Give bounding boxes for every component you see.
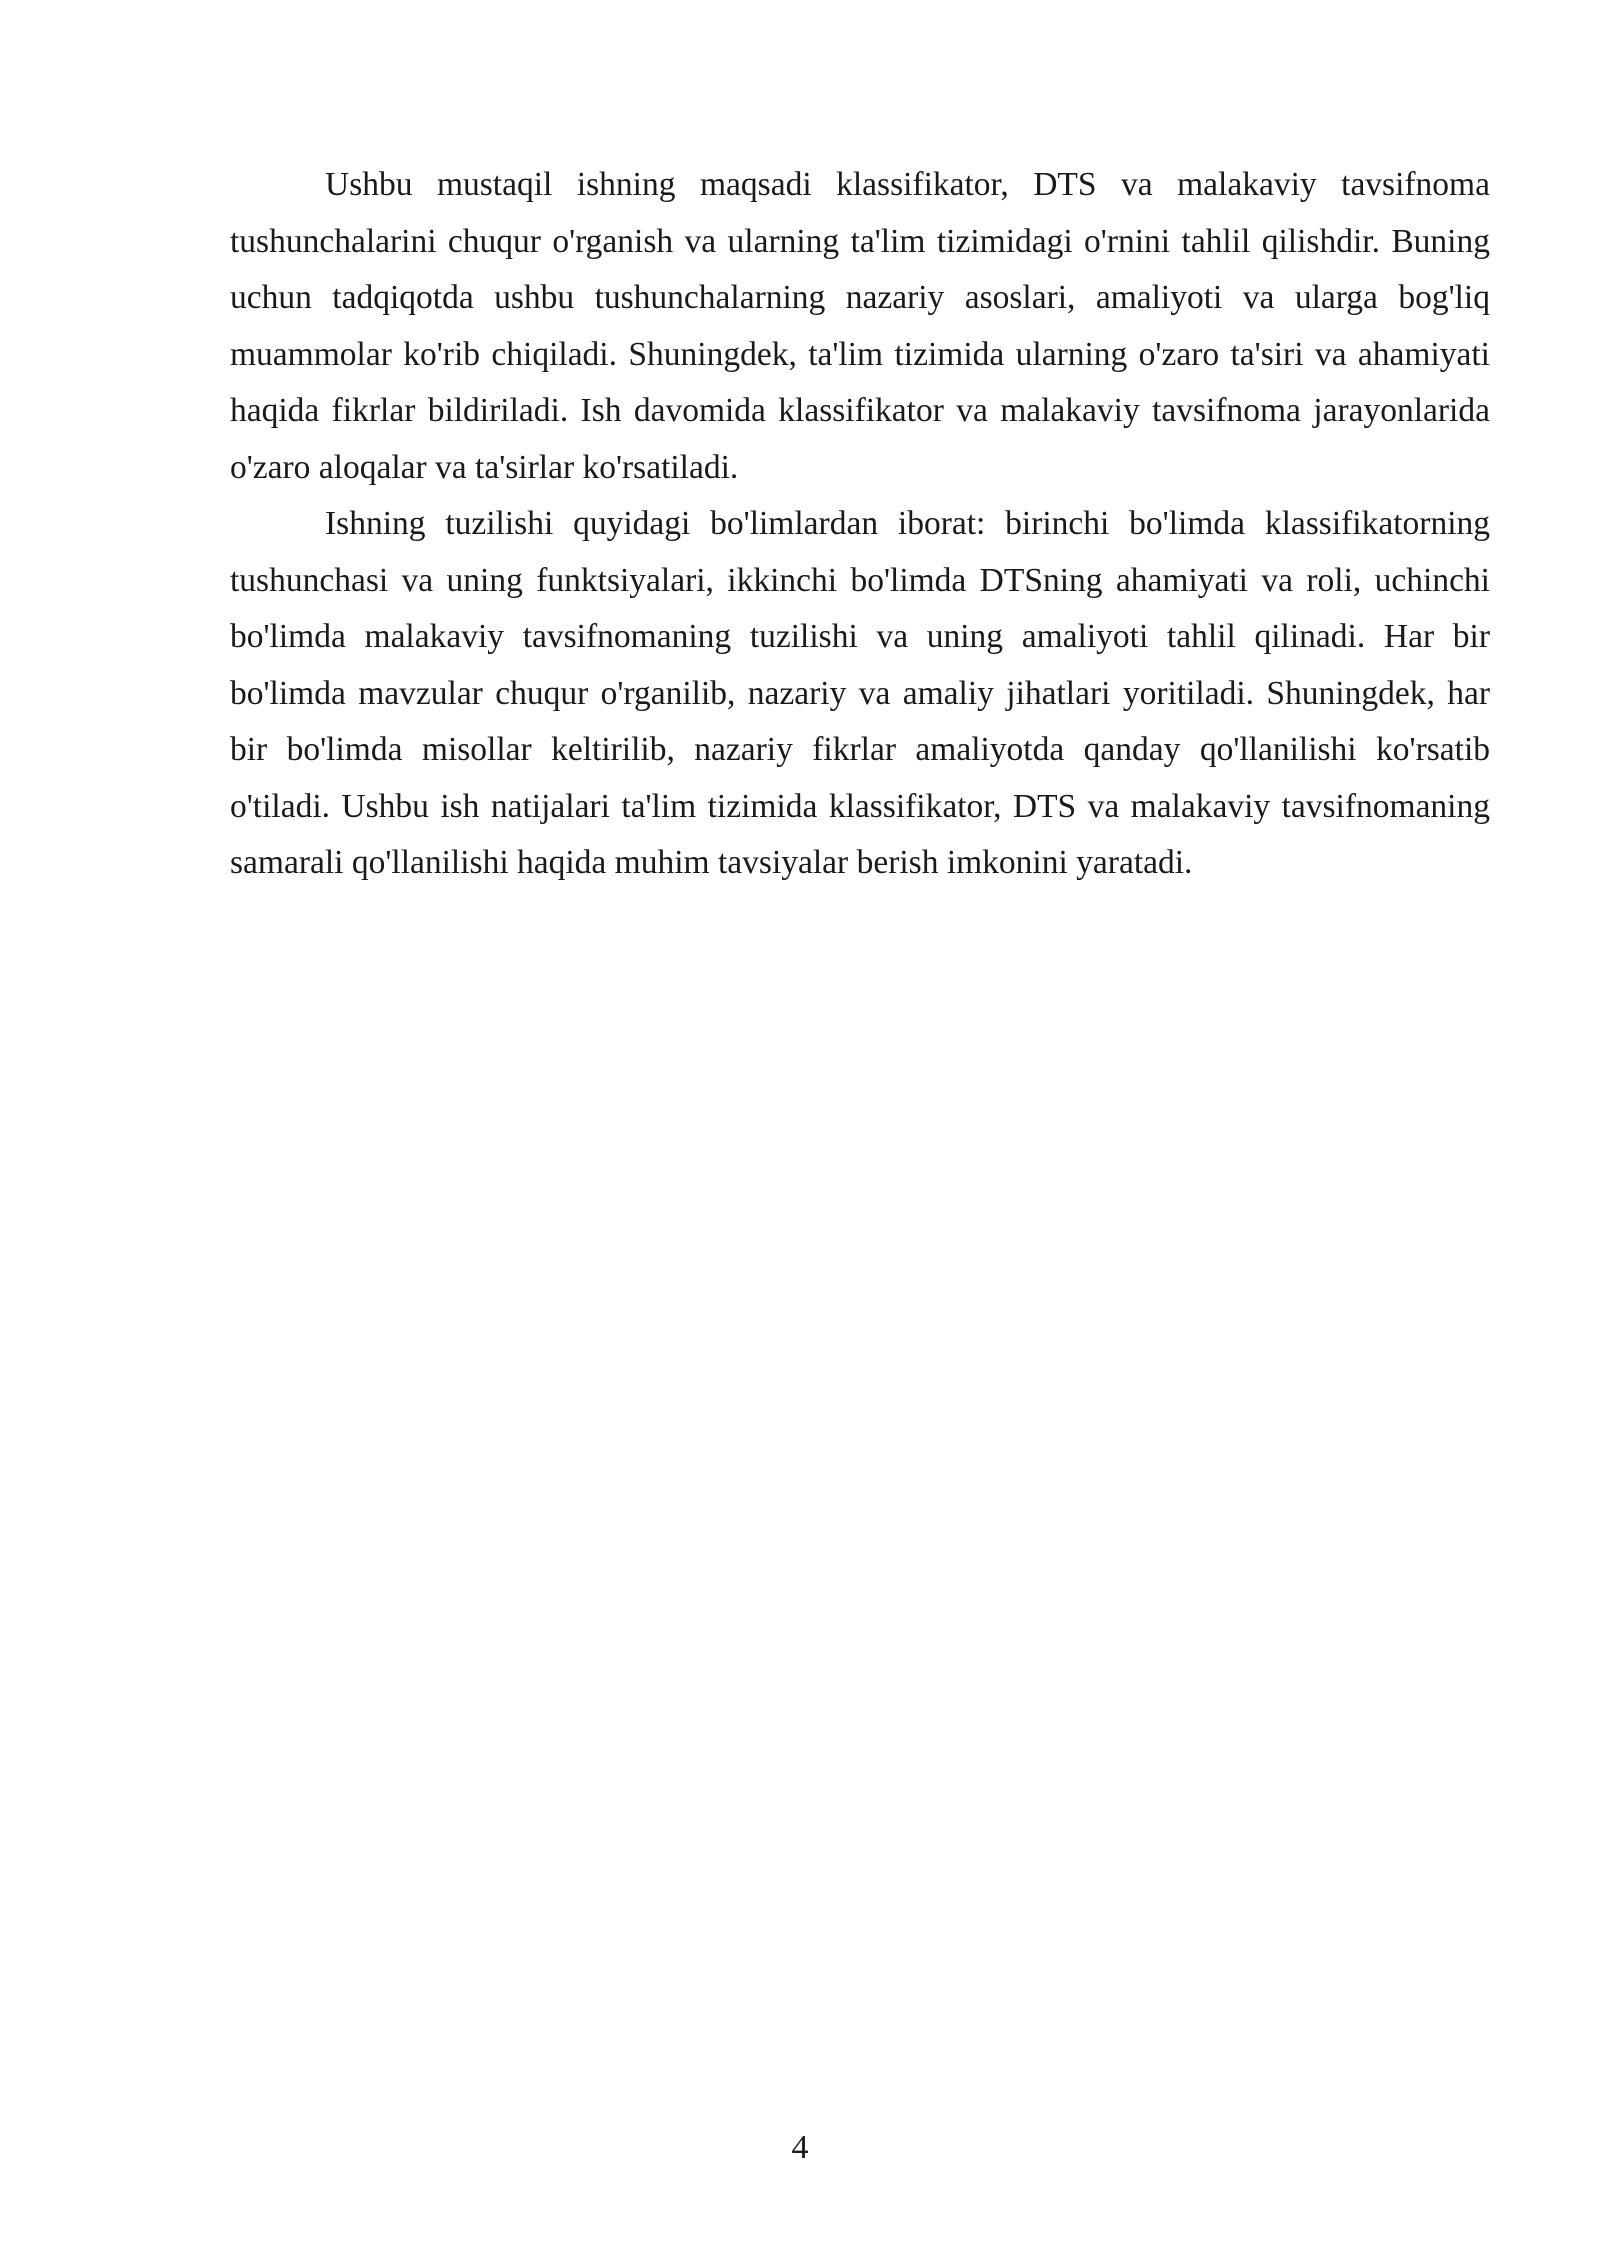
page-number: 4 [791, 2129, 809, 2166]
body-text [230, 157, 1490, 892]
paragraph-2: Ishning tuzilishi quyidagi bo'limlardan iborat: birinchi bo'limda klassifikatorning tushunchasi va uning funktsiyalari, ikkinchi bo'limda DTSning ahamiyati va roli, uchinchi bo'limda malakaviy tavsifnomaning tuzilishi va uning amaliyoti tahlil qilinadi. Har bir bo'limda mavzular chuqur o'rganilib, nazariy va amaliy jihatlari yoritiladi. Shuningdek, har bir bo'limda misollar keltirilib, nazariy fikrlar amaliyotda qanday qo'llanilishi ko'rsatib o'tiladi. Ushbu ish natijalari ta'lim tizimida klassifikator, DTS va malakaviy tavsifnomaning samarali qo'llanilishi haqida muhim tavsiyalar berish imkonini yaratadi. [230, 505, 1490, 881]
paragraph-1: Ushbu mustaqil ishning maqsadi klassifikator, DTS va malakaviy tavsifnoma tushunchalarini chuqur o'rganish va ularning ta'lim tizimidagi o'rnini tahlil qilishdir. Buning uchun tadqiqotda ushbu tushunchalarning nazariy asoslari, amaliyoti va ularga bog'liq muammolar ko'rib chiqiladi. Shuningdek, ta'lim tizimida ularning o'zaro ta'siri va ahamiyati haqida fikrlar bildiriladi. Ish davomida klassifikator va malakaviy tavsifnoma jarayonlarida o'zaro aloqalar va ta'sirlar ko'rsatiladi. [230, 166, 1490, 486]
